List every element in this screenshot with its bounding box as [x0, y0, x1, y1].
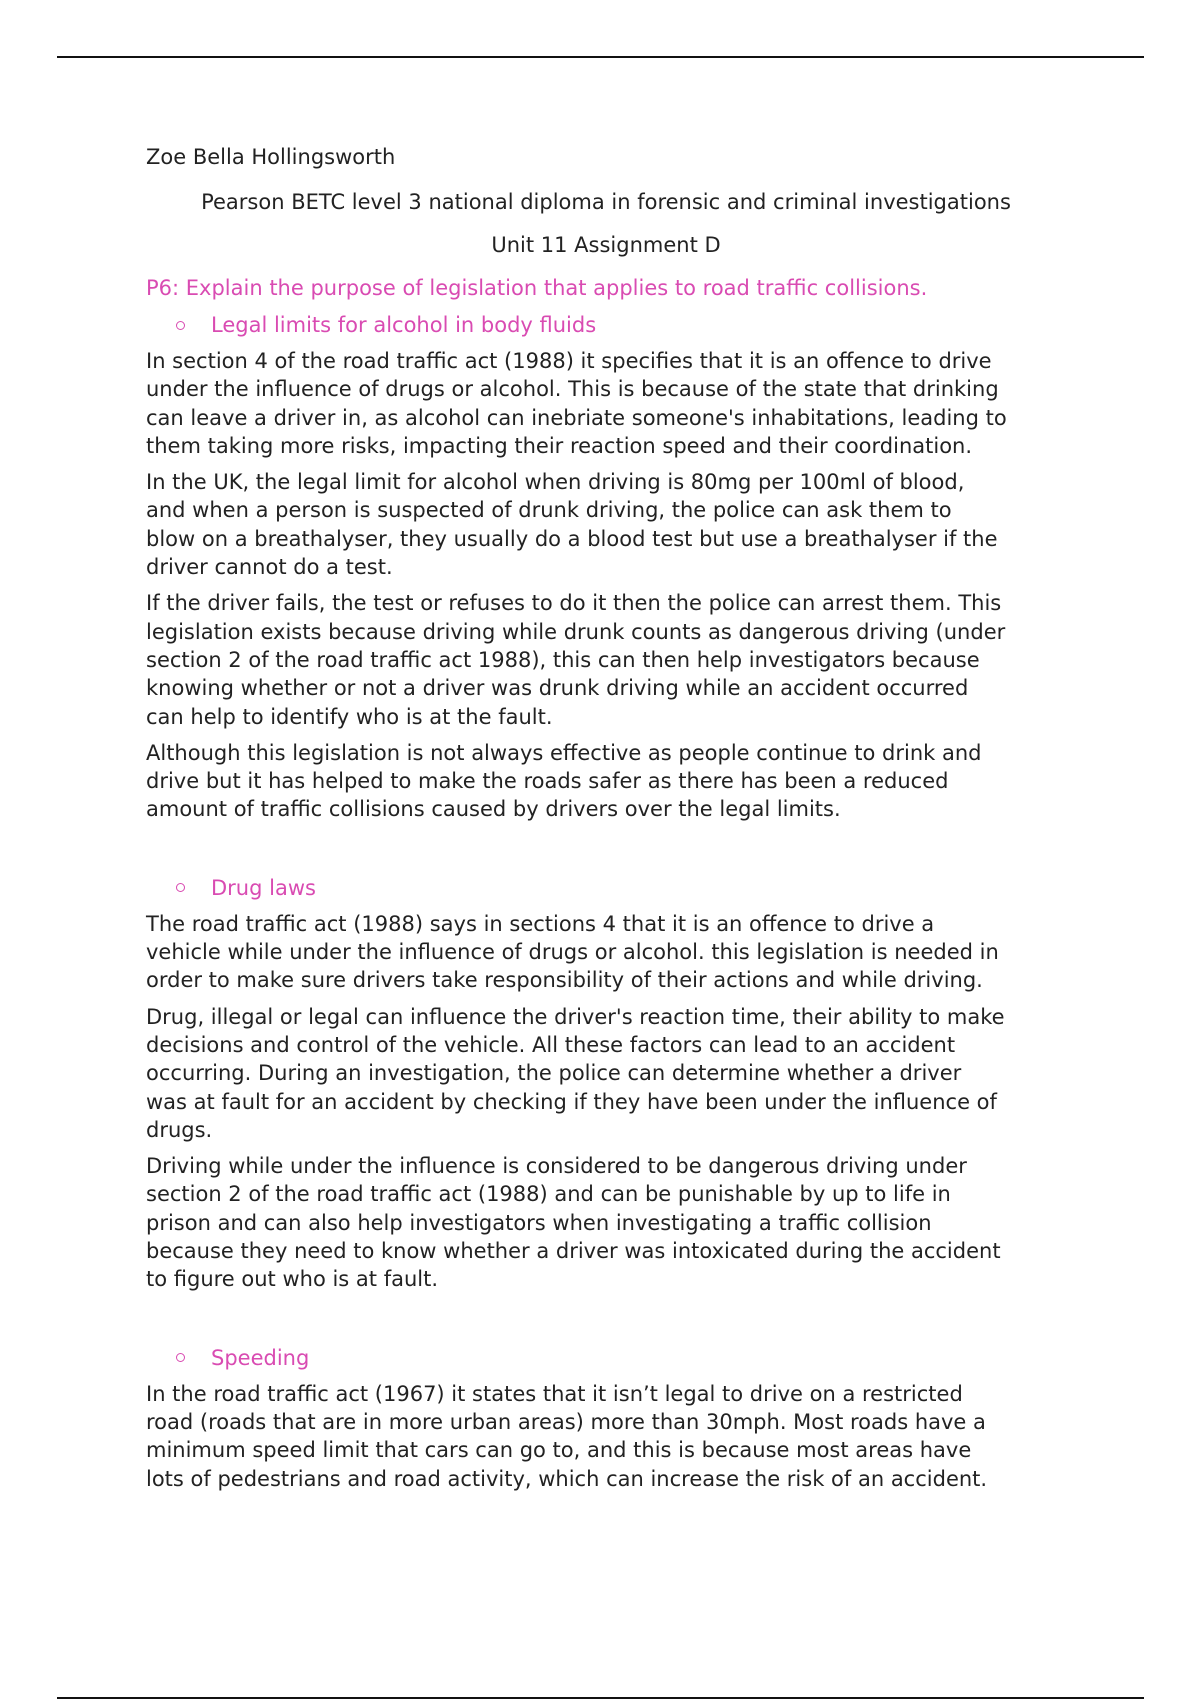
hollow-circle-bullet-icon — [176, 321, 185, 330]
section-heading-speeding — [176, 1344, 1066, 1372]
section-heading-label: Legal limits for alcohol in body fluids — [211, 313, 597, 337]
course-title: Pearson BETC level 3 national diploma in forensic and criminal investigations — [201, 190, 1011, 214]
hollow-circle-bullet-icon — [176, 883, 185, 892]
paragraph: In section 4 of the road traffic act (1988) it specifies that it is an offence to drive under the influence of drugs or alcohol. This is because of the state that drinking can leave a driver in, as alcohol can inebriate someone's inhabitations, leading to them taking more risks, impacting their reaction speed and their coordination. — [146, 349, 1007, 458]
author-name: Zoe Bella Hollingsworth — [146, 145, 396, 169]
paragraph: Drug, illegal or legal can influence the driver's reaction time, their ability to make decisions and control of the vehicle. All these factors can lead to an accident occurring. During an investigation, the police can determine whether a driver was at fault for an accident by checking if they have been under the influence of drugs. — [146, 1004, 1005, 1142]
section-heading-label: Drug laws — [211, 875, 316, 900]
document-body — [146, 143, 1066, 1501]
page-footer-rule — [57, 1697, 1144, 1699]
paragraph: Driving while under the influence is considered to be dangerous driving under section 2 of the road traffic act (1988) and can be punishable by up to life in prison and can also help investigators when investigating a traffic collision because they need to know whether a driver was intoxicated during the accident to figure out who is at fault. — [146, 1154, 1001, 1292]
page-header-rule — [57, 56, 1144, 58]
paragraph: Although this legislation is not always effective as people continue to drink and drive but it has helped to make the roads safer as there has been a reduced amount of traffic collisions caused by drivers over the legal limits. — [146, 740, 982, 822]
paragraph: In the UK, the legal limit for alcohol when driving is 80mg per 100ml of blood, and when a person is suspected of drunk driving, the police can ask them to blow on a breathalyser, they usually do a blood test but use a breathalyser if the driver cannot do a test. — [146, 470, 998, 580]
section-spacer — [146, 832, 1066, 874]
paragraph: In the road traffic act (1967) it states that it isn’t legal to drive on a restricted road (roads that are in more urban areas) more than 30mph. Most roads have a minimum speed limit that cars can go to, and this is because most areas have lots of pedestrians and road activity, which can increase the risk of an accident. — [146, 1381, 988, 1491]
section-heading-drugs — [176, 874, 1066, 902]
section-spacer — [146, 1302, 1066, 1344]
section-heading-label: Speeding — [211, 1345, 310, 1370]
question-heading: P6: Explain the purpose of legislation that applies to road traffic collisions. — [146, 276, 928, 300]
assignment-title: Unit 11 Assignment D — [491, 233, 721, 257]
paragraph: The road traffic act (1988) says in sections 4 that it is an offence to drive a vehicle while under the influence of drugs or alcohol. this legislation is needed in order to make sure drivers take responsibility of their actions and while driving. — [146, 911, 999, 993]
paragraph: If the driver fails, the test or refuses to do it then the police can arrest them. This legislation exists because driving while drunk counts as dangerous driving (under section 2 of the road traffic act 1988), this can then help investigators because knowing whether or not a driver was drunk driving while an accident occurred can help to identify who is at the fault. — [146, 591, 1006, 729]
section-heading-alcohol — [176, 311, 1066, 339]
hollow-circle-bullet-icon — [176, 1353, 185, 1362]
